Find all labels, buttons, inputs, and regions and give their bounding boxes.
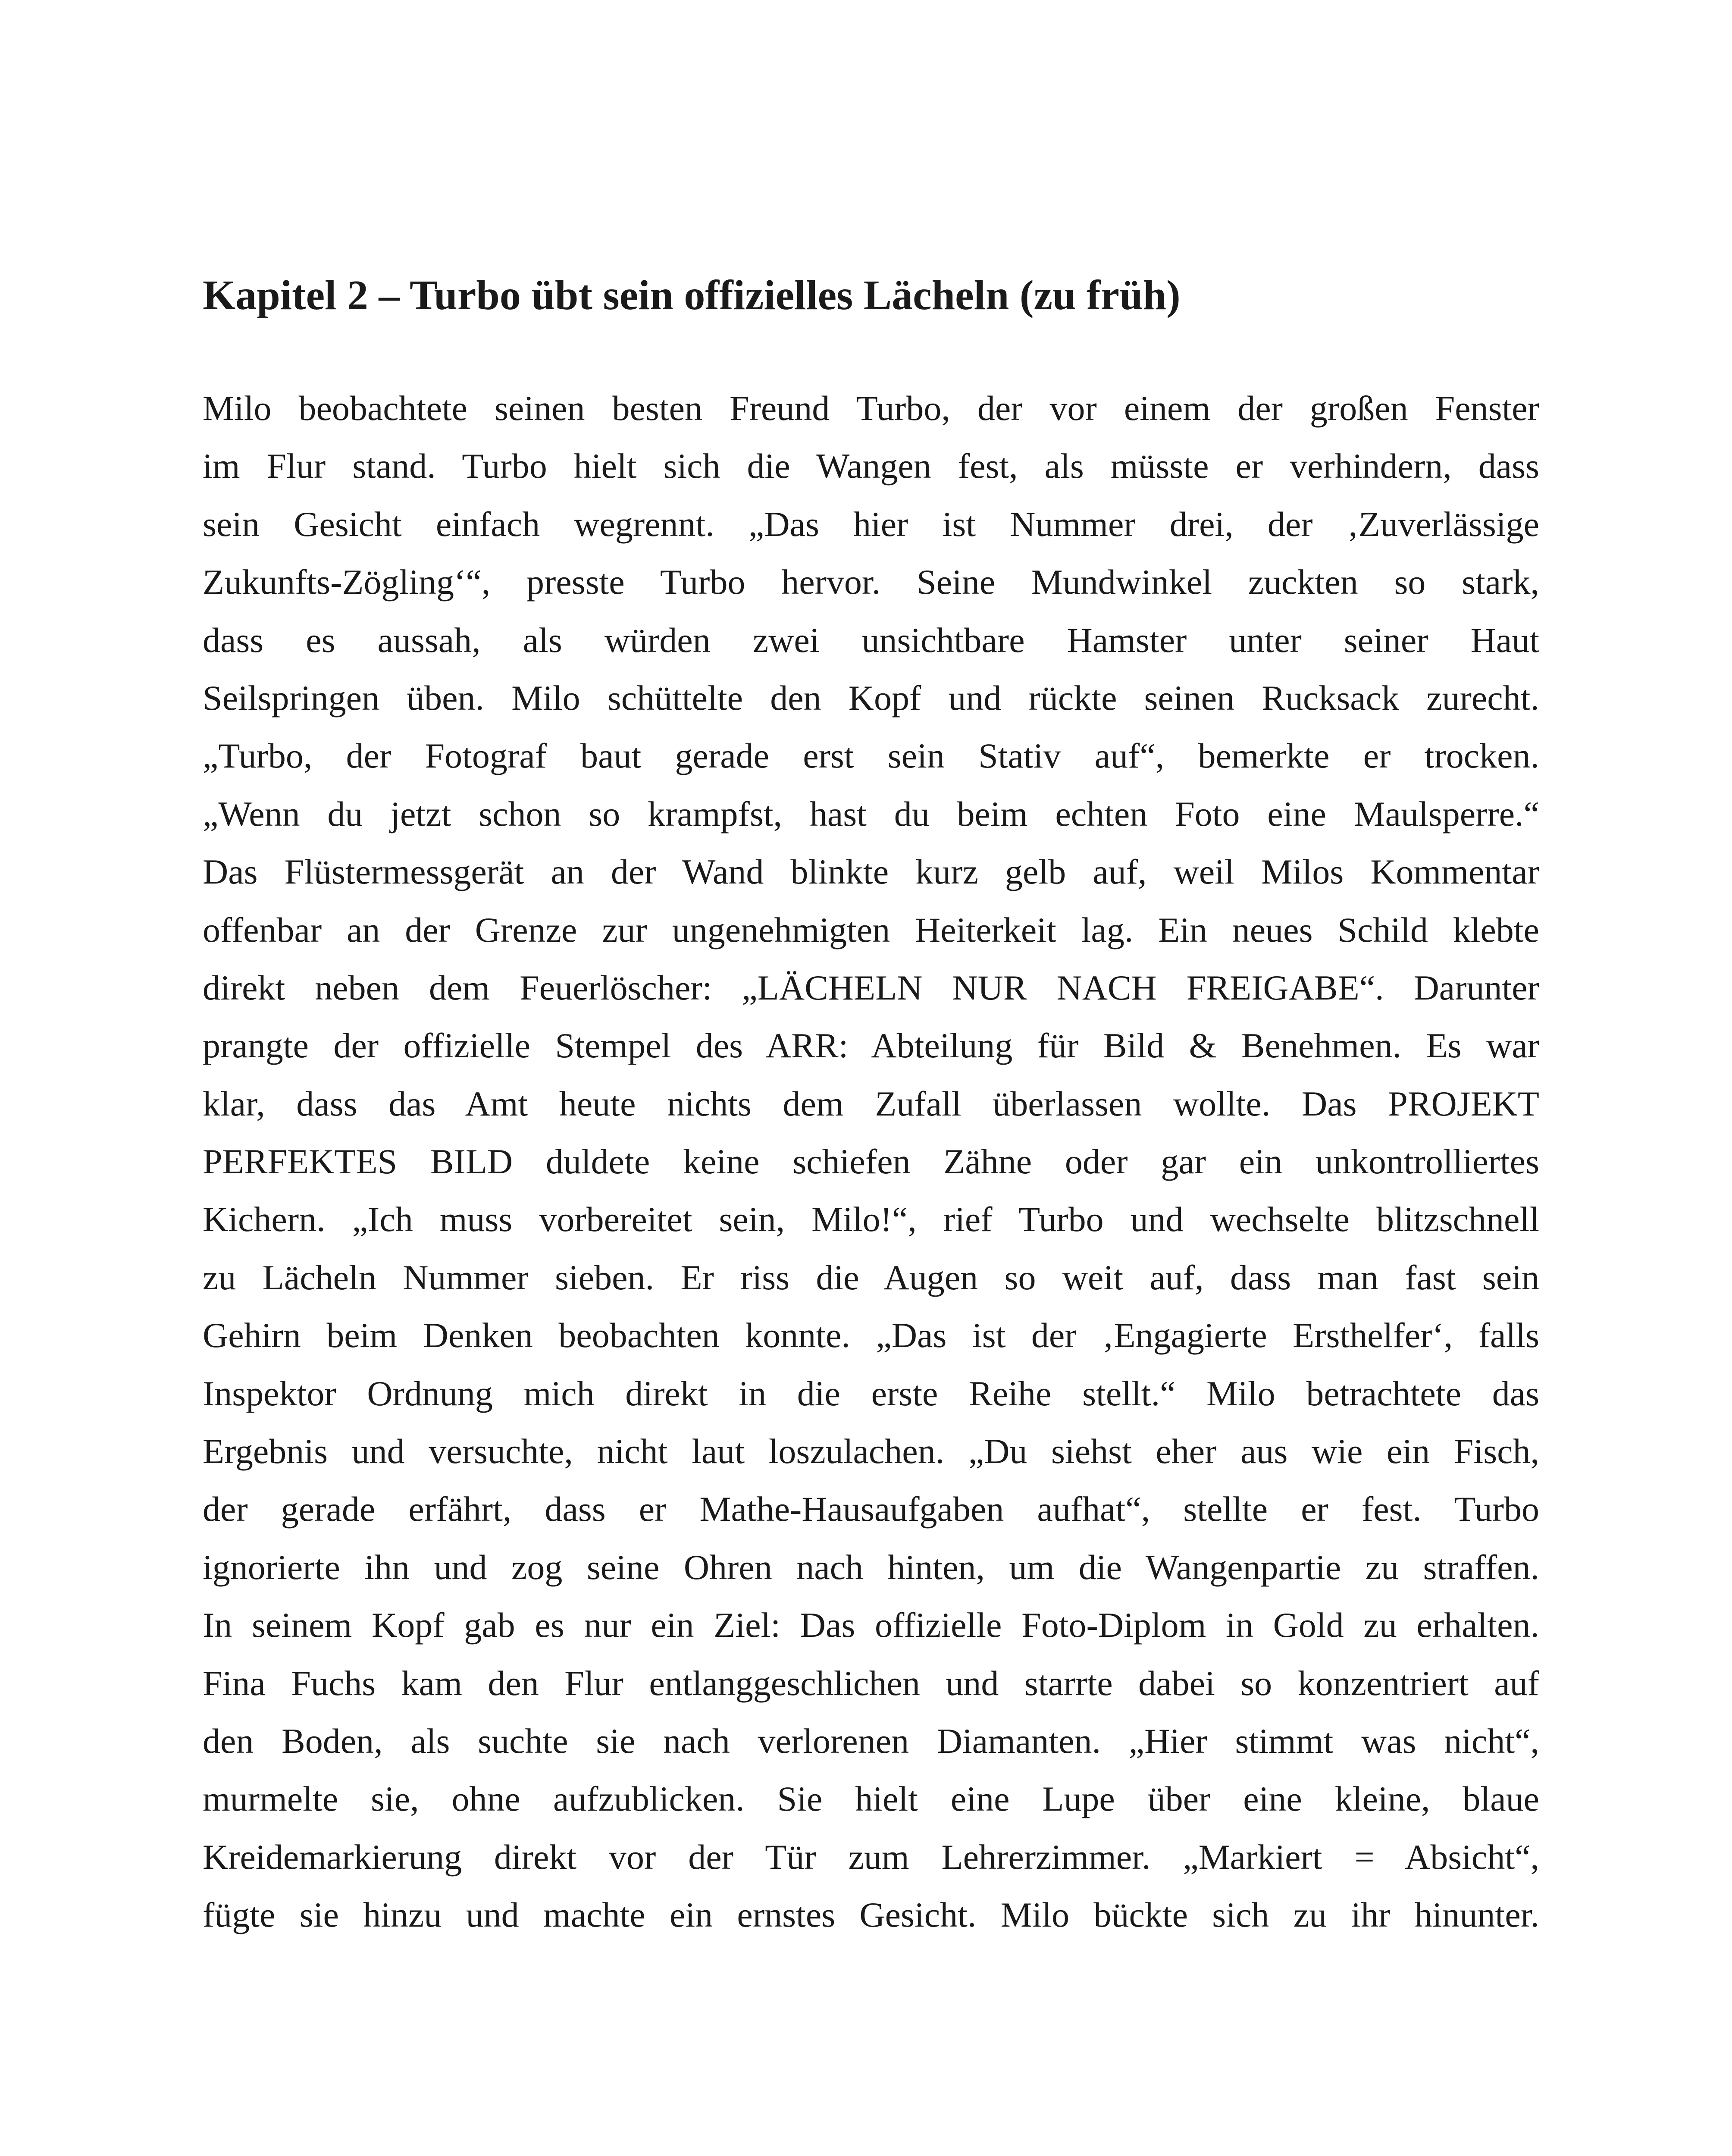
- text-line: klar, dass das Amt heute nichts dem Zufall überlassen wollte. Das PROJEKT: [203, 1084, 1539, 1123]
- text-line: der gerade erfährt, dass er Mathe-Hausaufgaben aufhat“, stellte er fest. Turbo: [203, 1489, 1539, 1529]
- text-line: Ergebnis und versuchte, nicht laut loszulachen. „Du siehst eher aus wie ein Fisch,: [203, 1432, 1539, 1471]
- text-line: Kreidemarkierung direkt vor der Tür zum Lehrerzimmer. „Markiert = Absicht“,: [203, 1837, 1539, 1877]
- text-line: fügte sie hinzu und machte ein ernstes Gesicht. Milo bückte sich zu ihr hinunter.: [203, 1895, 1539, 1935]
- text-line: Fina Fuchs kam den Flur entlanggeschlichen und starrte dabei so konzentriert auf: [203, 1663, 1539, 1703]
- text-line: Das Flüstermessgerät an der Wand blinkte kurz gelb auf, weil Milos Kommentar: [203, 852, 1539, 892]
- text-line: offenbar an der Grenze zur ungenehmigten Heiterkeit lag. Ein neues Schild klebte: [203, 910, 1539, 950]
- text-line: sein Gesicht einfach wegrennt. „Das hier ist Nummer drei, der ‚Zuverlässige: [203, 504, 1539, 544]
- text-line: In seinem Kopf gab es nur ein Ziel: Das offizielle Foto-Diplom in Gold zu erhalten.: [203, 1605, 1539, 1645]
- text-line: direkt neben dem Feuerlöscher: „LÄCHELN NUR NACH FREIGABE“. Darunter: [203, 968, 1539, 1007]
- text-line: Kichern. „Ich muss vorbereitet sein, Milo!“, rief Turbo und wechselte blitzschnell: [203, 1200, 1539, 1239]
- text-line: dass es aussah, als würden zwei unsichtbare Hamster unter seiner Haut: [203, 620, 1539, 660]
- text-line: im Flur stand. Turbo hielt sich die Wangen fest, als müsste er verhindern, dass: [203, 446, 1539, 486]
- text-line: prangte der offizielle Stempel des ARR: Abteilung für Bild & Benehmen. Es war: [203, 1026, 1539, 1065]
- text-line: „Turbo, der Fotograf baut gerade erst sein Stativ auf“, bemerkte er trocken.: [203, 736, 1539, 776]
- chapter-heading: Kapitel 2 – Turbo übt sein offizielles Lächeln (zu früh): [203, 272, 1181, 319]
- text-line: Inspektor Ordnung mich direkt in die erste Reihe stellt.“ Milo betrachtete das: [203, 1373, 1539, 1413]
- text-line: ignorierte ihn und zog seine Ohren nach hinten, um die Wangenpartie zu straffen.: [203, 1547, 1539, 1587]
- text-line: „Wenn du jetzt schon so krampfst, hast du beim echten Foto eine Maulsperre.“: [203, 794, 1539, 834]
- text-line: Milo beobachtete seinen besten Freund Turbo, der vor einem der großen Fenster: [203, 389, 1539, 428]
- text-line: PERFEKTES BILD duldete keine schiefen Zähne oder gar ein unkontrolliertes: [203, 1142, 1539, 1181]
- text-line: zu Lächeln Nummer sieben. Er riss die Augen so weit auf, dass man fast sein: [203, 1257, 1539, 1297]
- text-line: Gehirn beim Denken beobachten konnte. „Das ist der ‚Engagierte Ersthelfer‘, falls: [203, 1316, 1539, 1355]
- text-line: den Boden, als suchte sie nach verlorenen Diamanten. „Hier stimmt was nicht“,: [203, 1721, 1539, 1761]
- text-line: Zukunfts-Zögling‘“, presste Turbo hervor. Seine Mundwinkel zuckten so stark,: [203, 562, 1539, 602]
- text-line: murmelte sie, ohne aufzublicken. Sie hielt eine Lupe über eine kleine, blaue: [203, 1779, 1539, 1819]
- chapter-body: [203, 379, 1539, 1944]
- text-line: Seilspringen üben. Milo schüttelte den Kopf und rückte seinen Rucksack zurecht.: [203, 678, 1539, 718]
